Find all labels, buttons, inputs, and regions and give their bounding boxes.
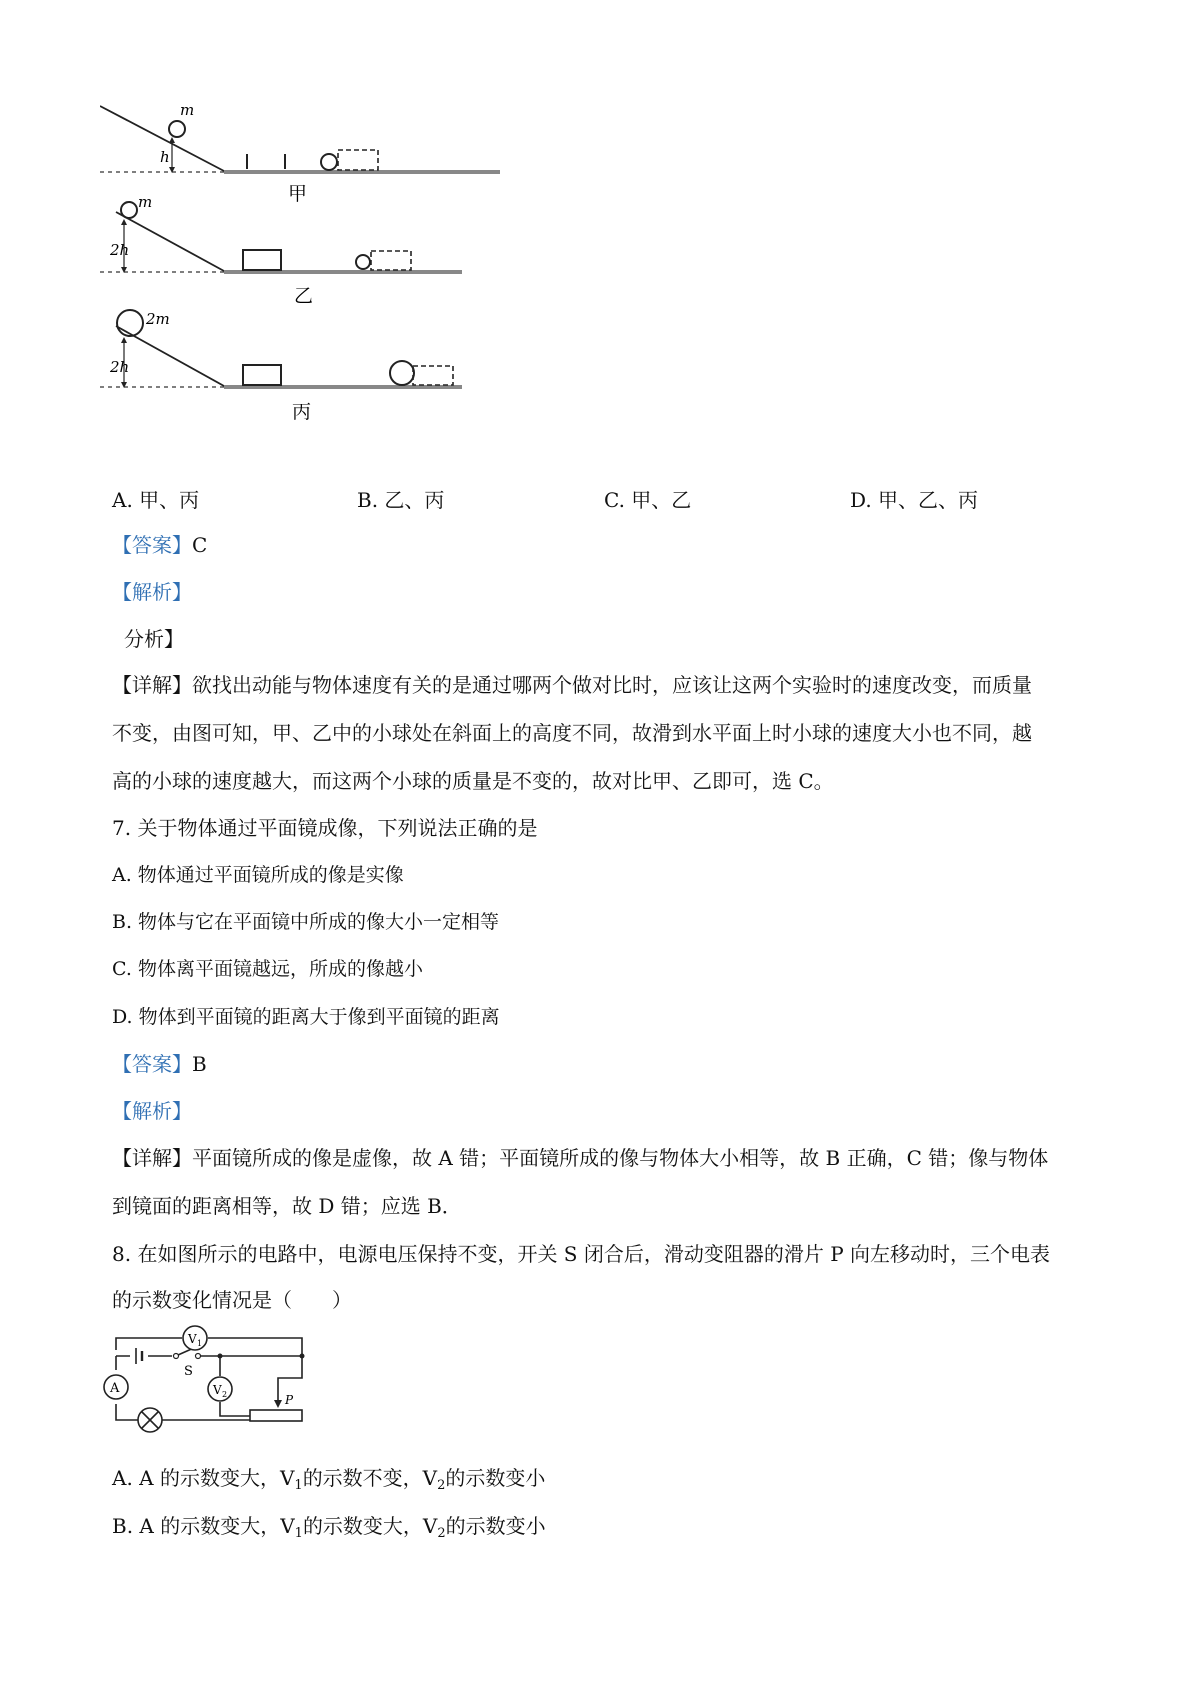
option-c: C. 甲、乙	[604, 488, 692, 512]
height-label: h	[160, 148, 170, 166]
option-d: D. 甲、乙、丙	[850, 488, 979, 512]
q8-b-sub2: 2	[437, 1526, 446, 1541]
q7-answer-line	[112, 1050, 207, 1078]
height-label: 2h	[110, 358, 130, 376]
q7-option-a: A. 物体通过平面镜所成的像是实像	[112, 864, 404, 886]
v1-sub: 1	[197, 1339, 203, 1348]
detail-line-1	[112, 671, 1032, 699]
panel-bing	[100, 310, 462, 423]
answer-value: B	[192, 1052, 207, 1076]
q7-analysis-tag: 【解析】	[112, 1099, 192, 1123]
v2-sub: 2	[222, 1390, 228, 1399]
answer-tag: 【答案】	[112, 1052, 192, 1076]
answer-value: C	[192, 533, 208, 557]
q8-a-part3: 的示数变小	[445, 1466, 546, 1490]
ball-icon	[117, 310, 143, 336]
q8-a-sub2: 2	[437, 1478, 446, 1493]
height-label: 2h	[110, 241, 130, 259]
detail-text: 平面镜所成的像是虚像，故 A 错；平面镜所成的像与物体大小相等，故 B 正确，C 错；像与物体	[192, 1146, 1049, 1170]
detail-tag: 【详解】	[112, 1146, 192, 1170]
q7-option-d: D. 物体到平面镜的距离大于像到平面镜的距离	[112, 1006, 500, 1028]
detail-line-3: 高的小球的速度越大，而这两个小球的质量是不变的，故对比甲、乙即可，选 C。	[112, 769, 834, 793]
q7-detail-line-1	[112, 1144, 1048, 1172]
detail-text: 欲找出动能与物体速度有关的是通过哪两个做对比时，应该让这两个实验时的速度改变，而质量	[192, 673, 1032, 697]
circuit-diagram	[100, 1320, 320, 1458]
q8-option-a	[112, 1464, 545, 1500]
ball-icon	[121, 202, 137, 218]
slider-label: P	[285, 1393, 294, 1407]
v2-label: V	[213, 1383, 222, 1397]
detail-tag: 【详解】	[112, 673, 192, 697]
v1-label: V	[188, 1332, 197, 1346]
incline-figure	[100, 96, 520, 466]
q8-b-part2: 的示数变大，V	[302, 1514, 438, 1538]
q8-b-part3: 的示数变小	[445, 1514, 546, 1538]
ball-label: m	[138, 193, 153, 211]
answer-tag: 【答案】	[112, 533, 192, 557]
switch-label: S	[184, 1364, 193, 1379]
ammeter-label: A	[110, 1381, 120, 1396]
question-8-stem-1: 8. 在如图所示的电路中，电源电压保持不变，开关 S 闭合后，滑动变阻器的滑片 P 向左移动时，三个电表	[112, 1242, 1051, 1266]
q7-detail-line-2: 到镜面的距离相等，故 D 错；应选 B．	[112, 1194, 462, 1218]
analysis-tag: 【解析】	[112, 580, 192, 604]
q7-option-c: C. 物体离平面镜越远，所成的像越小	[112, 958, 423, 980]
panel-label: 丙	[292, 401, 312, 423]
ball-label: m	[180, 101, 195, 119]
q8-b-part1: B. A 的示数变大，V	[112, 1514, 295, 1538]
option-a: A. 甲、丙	[112, 488, 200, 512]
q8-option-b	[112, 1512, 546, 1548]
answer-line	[112, 531, 207, 559]
question-7-stem: 7. 关于物体通过平面镜成像，下列说法正确的是	[112, 816, 538, 840]
panel-label: 乙	[294, 285, 314, 307]
ball-label: 2m	[146, 310, 170, 328]
ball-icon	[169, 121, 185, 137]
panel-label: 甲	[288, 183, 308, 205]
detail-line-2: 不变，由图可知，甲、乙中的小球处在斜面上的高度不同，故滑到水平面上时小球的速度大小也不同，越	[112, 721, 1032, 745]
q7-option-b: B. 物体与它在平面镜中所成的像大小一定相等	[112, 911, 500, 933]
panel-jia	[100, 101, 500, 205]
q8-a-part1: A. A 的示数变大，V	[112, 1466, 295, 1490]
question-8-stem-2: 的示数变化情况是（ ）	[112, 1288, 352, 1312]
option-b: B. 乙、丙	[357, 488, 445, 512]
q8-a-part2: 的示数不变，V	[302, 1466, 438, 1490]
fenxi-heading: 分析】	[124, 627, 184, 651]
panel-yi	[100, 193, 462, 307]
q8-a-sub1: 1	[294, 1478, 303, 1493]
q8-b-sub1: 1	[294, 1526, 303, 1541]
